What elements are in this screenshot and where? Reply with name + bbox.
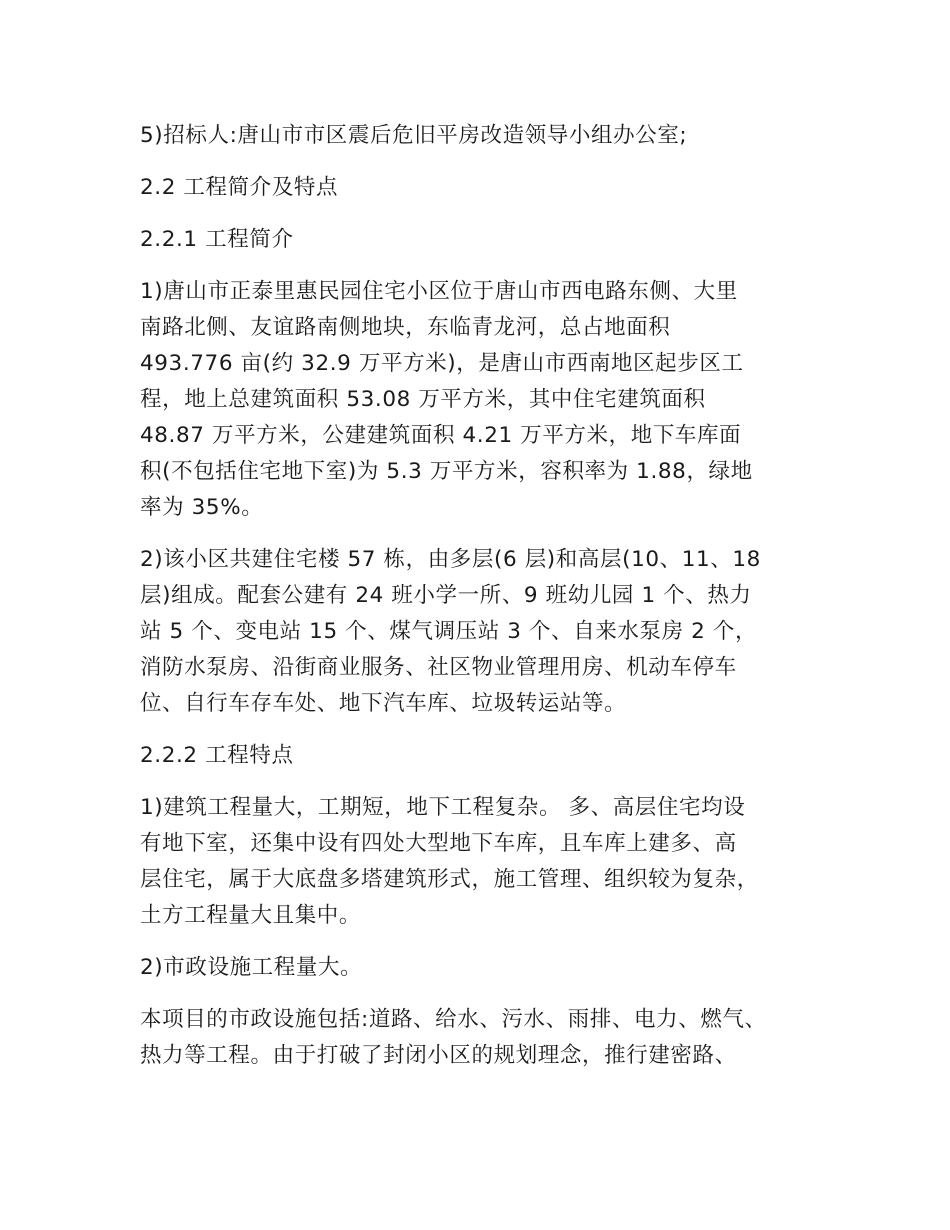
paragraph-tenderer [140,118,820,154]
heading-text: 2.2.2 工程特点 [140,743,294,768]
text-line: 本项目的市政设施包括:道路、给水、污水、雨排、电力、燃气、 [140,1007,767,1032]
text-line: 南路北侧、友谊路南侧地块，东临青龙河，总占地面积 [140,315,671,340]
document-body [140,118,820,1090]
text-line: 积(不包括住宅地下室)为 5.3 万平方米，容积率为 1.88，绿地 [140,459,753,484]
text-line: 率为 35%。 [140,495,264,520]
text-line: 程，地上总建筑面积 53.08 万平方米，其中住宅建筑面积 [140,387,706,412]
text-line: 493.776 亩(约 32.9 万平方米)，是唐山市西南地区起步区工 [140,351,744,376]
text-line: 有地下室，还集中设有四处大型地下车库，且车库上建多、高 [140,831,737,856]
section-heading-2-2 [140,170,820,206]
text-line: 1)唐山市正泰里惠民园住宅小区位于唐山市西电路东侧、大里 [140,279,738,304]
text-line: 站 5 个、变电站 15 个、煤气调压站 3 个、自来水泵房 2 个， [140,619,758,644]
paragraph-buildings [140,542,820,722]
text-line: 48.87 万平方米，公建建筑面积 4.21 万平方米，地下车库面 [140,423,742,448]
text-line: 热力等工程。由于打破了封闭小区的规划理念，推行建密路、 [140,1043,737,1068]
paragraph-feature-2 [140,950,820,986]
paragraph-project-overview [140,274,820,526]
text-line: 土方工程量大且集中。 [140,903,362,928]
section-heading-2-2-1 [140,222,820,258]
text-line: 1)建筑工程量大，工期短，地下工程复杂。 多、高层住宅均设 [140,795,746,820]
text-line: 消防水泵房、沿街商业服务、社区物业管理用房、机动车停车 [140,655,737,680]
text-line: 5)招标人:唐山市市区震后危旧平房改造领导小组办公室; [140,123,688,148]
heading-text: 2.2.1 工程简介 [140,227,294,252]
paragraph-feature-1 [140,790,820,934]
text-line: 2)市政设施工程量大。 [140,955,363,980]
heading-text: 2.2 工程简介及特点 [140,175,339,200]
paragraph-municipal [140,1002,820,1074]
text-line: 层)组成。配套公建有 24 班小学一所、9 班幼儿园 1 个、热力 [140,583,752,608]
text-line: 位、自行车存车处、地下汽车库、垃圾转运站等。 [140,691,627,716]
section-heading-2-2-2 [140,738,820,774]
text-line: 2)该小区共建住宅楼 57 栋，由多层(6 层)和高层(10、11、18 [140,547,761,572]
text-line: 层住宅，属于大底盘多塔建筑形式，施工管理、组织较为复杂， [140,867,759,892]
